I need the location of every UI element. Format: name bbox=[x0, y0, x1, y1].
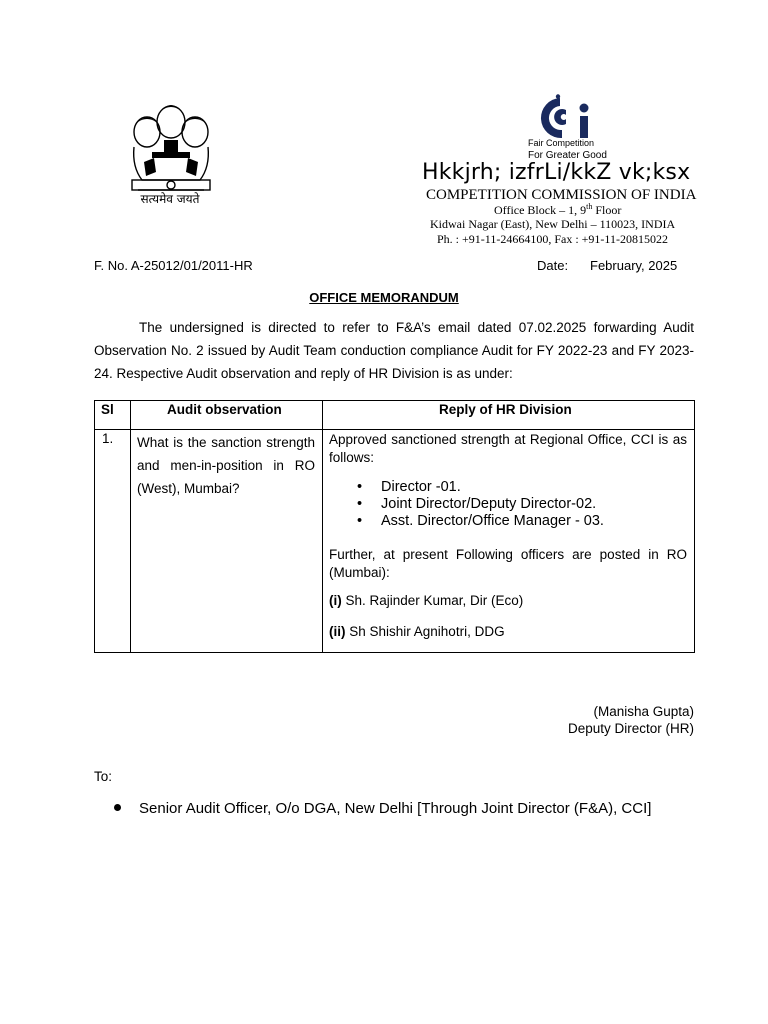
address-line-2: Kidwai Nagar (East), New Delhi – 110023, INDIA bbox=[430, 217, 676, 231]
recipient bbox=[114, 800, 651, 817]
officer-2 bbox=[329, 624, 505, 639]
row-sl: 1. bbox=[102, 431, 114, 446]
file-number: F. No. A-25012/01/2011-HR bbox=[94, 258, 253, 273]
logo-tagline-1: Fair Competition bbox=[528, 138, 595, 148]
hindi-org-name: Hkkjrh; izfrLi/kkZ vk;ksx bbox=[422, 160, 691, 185]
address-line-1 bbox=[494, 202, 621, 218]
cci-logo-icon bbox=[536, 94, 596, 144]
memo-body: The undersigned is directed to refer to F&A’s email dated 07.02.2025 forwarding Audit Observation No. 2 issued by Audit Team conduction compliance Audit for FY 2022-23 and FY 2023-24. Respective Audit observation and reply of HR Division is as under: bbox=[94, 320, 694, 381]
officer-1-name: Sh. Rajinder Kumar, Dir (Eco) bbox=[341, 593, 524, 608]
logo-tagline-2: For Greater Good bbox=[528, 150, 607, 161]
signatory-name: (Manisha Gupta) bbox=[593, 704, 694, 719]
emblem-motto: सत्यमेव जयते bbox=[140, 192, 200, 206]
list-item: • Director -01. bbox=[357, 479, 677, 496]
officer-1-marker: (i) bbox=[329, 593, 342, 608]
address-line-1-text: Office Block – 1, 9th Floor bbox=[494, 202, 622, 217]
recipient-text: Senior Audit Officer, O/o DGA, New Delhi [Through Joint Director (F&A), CCI] bbox=[139, 800, 652, 817]
reply-intro: Approved sanctioned strength at Regional Office, CCI is as follows: bbox=[329, 432, 687, 465]
org-name: COMPETITION COMMISSION OF INDIA bbox=[426, 187, 697, 203]
header-reply: Reply of HR Division bbox=[439, 402, 572, 417]
table-header-divider bbox=[95, 429, 694, 430]
ordinal-suffix: th bbox=[586, 202, 593, 211]
address-line-3: Ph. : +91-11-24664100, Fax : +91-11-20815022 bbox=[437, 232, 668, 246]
date-value: February, 2025 bbox=[590, 258, 678, 273]
audit-table bbox=[94, 400, 695, 653]
signatory-designation: Deputy Director (HR) bbox=[567, 721, 694, 736]
officer-2-marker: (ii) bbox=[329, 624, 346, 639]
bullet-icon bbox=[114, 804, 121, 811]
sanctioned-strength-list bbox=[357, 479, 677, 530]
header-audit-observation: Audit observation bbox=[167, 402, 282, 417]
list-item: • Joint Director/Deputy Director-02. bbox=[357, 496, 677, 513]
table-col-divider bbox=[130, 401, 131, 652]
officer-1 bbox=[329, 593, 523, 608]
audit-observation-text: What is the sanction strength and men-in-position in RO (West), Mumbai? bbox=[137, 435, 315, 496]
to-label: To: bbox=[94, 769, 113, 784]
date-label: Date: bbox=[537, 258, 569, 273]
table-col-divider bbox=[322, 401, 323, 652]
memo-title: OFFICE MEMORANDUM bbox=[309, 290, 459, 305]
header-sl: Sl bbox=[101, 402, 114, 417]
reply-further: Further, at present Following officers are posted in RO (Mumbai): bbox=[329, 547, 687, 580]
officer-2-name: Sh Shishir Agnihotri, DDG bbox=[345, 624, 505, 639]
list-item: • Asst. Director/Office Manager - 03. bbox=[357, 513, 677, 530]
